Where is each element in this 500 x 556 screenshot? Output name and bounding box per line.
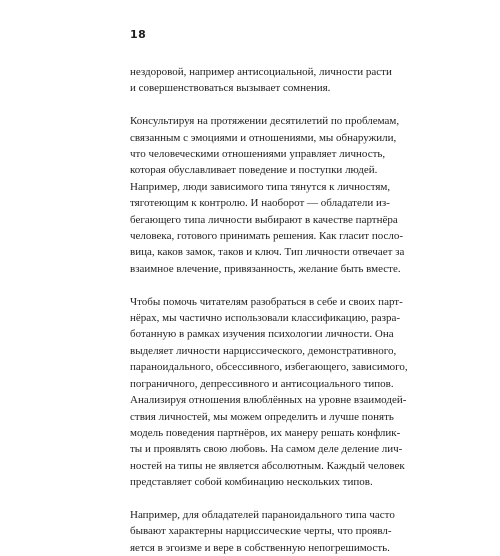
page-number: 18 <box>130 28 147 41</box>
text-line: Например, для обладателей параноидального типа часто <box>130 508 395 521</box>
text-line: Чтобы помочь читателям разобраться в себе и своих парт- <box>130 295 403 308</box>
text-line: вица, каков замок, таков и ключ. Тип личности отвечает за <box>130 246 405 259</box>
text-line: нёрах, мы частично использовали классификацию, разра- <box>130 312 401 325</box>
text-line: ствия личностей, мы можем определить и лучше понять <box>130 410 394 423</box>
text-line: представляет собой комбинацию нескольких типов. <box>130 476 373 489</box>
text-line: связанным с эмоциями и отношениями, мы обнаружили, <box>130 131 397 144</box>
text-line: выделяет личности нарциссического, демонстративного, <box>130 344 397 357</box>
text-line: ты и проявлять свою любовь. На самом деле деление лич- <box>130 443 403 456</box>
paragraph <box>130 507 395 556</box>
text-line: пограничного, депрессивного и антисоциального типов. <box>130 377 394 390</box>
text-line: ностей на типы не является абсолютным. Каждый человек <box>130 459 405 472</box>
text-line: бегающего типа личности выбирают в качестве партнёра <box>130 213 398 226</box>
text-line: и совершенствоваться вызывает сомнения. <box>130 82 331 95</box>
text-line: тяготеющим к контролю. И наоборот — обладатели из- <box>130 197 390 210</box>
text-line: яется в эгоизме и вере в собственную непогрешимость. <box>130 541 390 554</box>
text-line: Например, люди зависимого типа тянутся к личностям, <box>130 180 391 193</box>
text-line: человека, готового принимать решения. Как гласит посло- <box>130 230 404 243</box>
text-line: нездоровой, например антисоциальной, личности расти <box>130 66 392 78</box>
paragraph <box>130 64 392 97</box>
text-line: Анализируя отношения влюблённых на уровне взаимодей- <box>130 394 407 407</box>
text-line: которая обуславливает поведение и поступки людей. <box>130 164 378 177</box>
text-line: параноидального, обсессивного, избегающего, зависимого, <box>130 361 408 374</box>
text-line: модель поведения партнёров, их манеру решать конфлик- <box>130 426 401 439</box>
paragraph <box>130 113 405 277</box>
body-text <box>130 64 408 556</box>
text-line: ботанную в рамках изучения психологии личности. Она <box>130 328 394 341</box>
text-line: бывают характерны нарциссические черты, что проявл- <box>130 525 392 538</box>
text-line: взаимное влечение, привязанность, желание быть вместе. <box>130 262 401 275</box>
paragraph <box>130 294 408 491</box>
text-line: что человеческими отношениями управляет личность, <box>130 148 386 161</box>
text-line: Консультируя на протяжении десятилетий по проблемам, <box>130 115 400 128</box>
